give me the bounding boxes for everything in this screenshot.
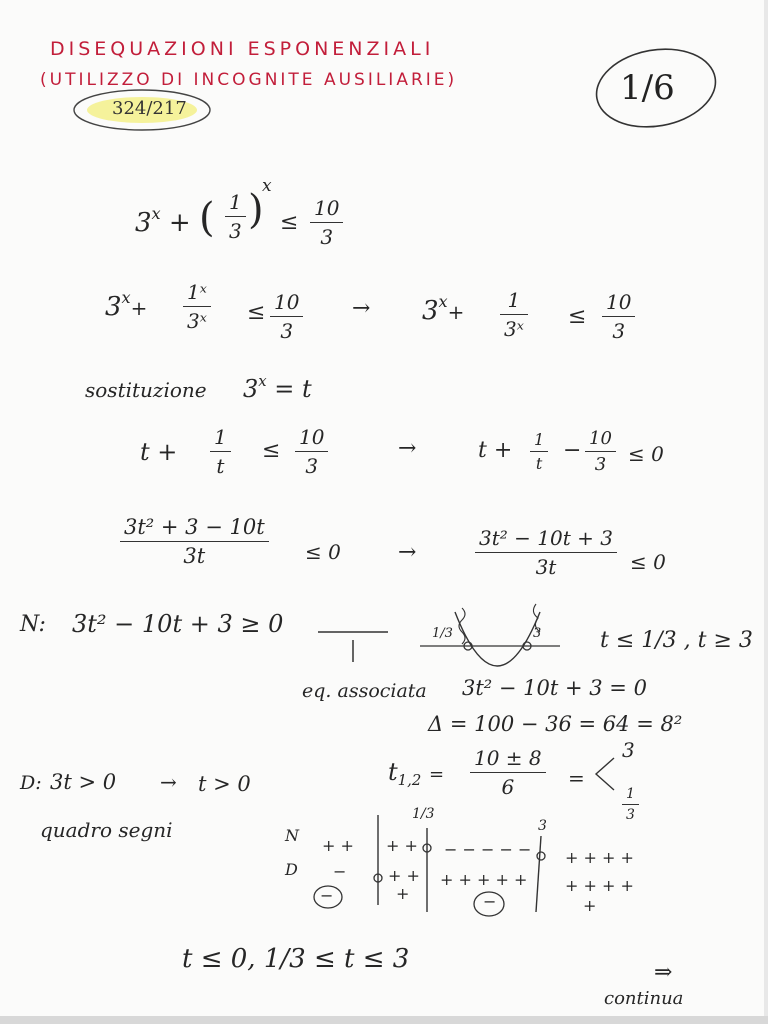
page-counter: 1/6 [620, 68, 675, 108]
d-sign-3: + + + + + [440, 870, 528, 889]
step2-base: 3 [105, 292, 122, 323]
res-sign-1: − [320, 886, 334, 905]
problem-rhs-den: 3 [320, 225, 334, 249]
step3-arrow: → [398, 436, 417, 461]
step2-f1-num: 1ˣ [187, 280, 207, 304]
sign-row-n-label: N [285, 826, 299, 845]
step3-r-tail: ≤ 0 [628, 442, 664, 466]
d-sign-1: − [333, 862, 347, 881]
numerator-expr: 3t² − 10t + 3 ≥ 0 [72, 610, 284, 638]
problem-paren-close: ) [248, 187, 264, 233]
t12-sub: 1,2 [397, 771, 422, 790]
problem-fraction-den: 3 [229, 219, 242, 243]
t12-var: t [388, 758, 398, 786]
problem-le: ≤ [280, 210, 299, 235]
numerator-label: N: [20, 612, 46, 637]
continue-label: continua [604, 988, 684, 1009]
denominator-result: t > 0 [198, 772, 251, 796]
substitution-label: sostituzione [85, 378, 207, 402]
n-sign-4: + + + + [565, 848, 634, 867]
step2-le: ≤ [247, 300, 266, 325]
denominator-label: D: [20, 772, 42, 794]
parabola-root-right: 3 [533, 626, 542, 641]
step3-r-rhs-num: 10 [589, 428, 612, 449]
d-sign-2: + + [388, 866, 420, 885]
step3-minus: − [563, 438, 582, 463]
continue-arrow-icon: ⇒ [654, 960, 673, 985]
step3-r-f-den: t [535, 454, 543, 473]
step2-f1-den: 3ˣ [187, 309, 207, 333]
step2-rhs-den: 3 [280, 319, 294, 343]
sign-mark-third: 1/3 [412, 806, 435, 822]
problem-rhs-num: 10 [314, 196, 340, 220]
step4-l-num: 3t² + 3 − 10t [124, 515, 265, 539]
step2-arrow: → [352, 296, 371, 321]
sign-row-d-label: D [285, 860, 298, 879]
t12-r2-num: 1 [626, 786, 635, 802]
parabola-root-left: 1/3 [432, 626, 453, 641]
assoc-label: eq. associata [302, 680, 427, 702]
t12-den: 6 [501, 775, 515, 799]
denominator-arrow: → [160, 770, 177, 794]
step2-r-plus: + [447, 300, 465, 325]
d-sign-4: + + + + [565, 876, 634, 895]
step3-r-t: t + [478, 438, 513, 463]
exercise-reference: 324/217 [112, 98, 187, 119]
step2-exp: x [121, 288, 131, 307]
step2-f2-num: 1 [507, 288, 521, 312]
step3-t: t + [140, 438, 178, 466]
sign-root-three-dot [537, 852, 545, 860]
problem-exponent: x [151, 203, 161, 223]
problem-base: 3 [135, 208, 152, 238]
t12-num: 10 ± 8 [474, 746, 542, 770]
step2-r-le: ≤ [568, 304, 587, 329]
step3-f-num: 1 [214, 425, 227, 449]
step4-l-den: 3t [183, 544, 206, 568]
step4-r-den: 3t [535, 555, 557, 579]
step2-r-exp: x [438, 292, 448, 311]
substitution-base: 3 [243, 375, 259, 404]
sign-mark-three: 3 [538, 818, 547, 834]
res-sign-3: − [483, 892, 497, 911]
title-line-1: DISEQUAZIONI ESPONENZIALI [50, 38, 435, 60]
step3-rhs-num: 10 [299, 425, 325, 449]
problem-paren-open: ( [198, 195, 215, 241]
n-sign-3: − − − − − [444, 840, 532, 859]
step2-r-rhs-den: 3 [612, 319, 626, 343]
step2-f2-den: 3ˣ [504, 317, 524, 341]
step3-rhs-den: 3 [305, 454, 319, 478]
sign-chart-label: quadro segni [40, 818, 173, 842]
t12-eq2: = [568, 766, 585, 790]
step4-arrow: → [398, 540, 417, 565]
t12-root-1: 3 [622, 738, 635, 762]
assoc-expr: 3t² − 10t + 3 = 0 [462, 676, 647, 700]
page-edge [764, 0, 768, 1024]
res-sign-2: + [396, 884, 410, 903]
step3-r-f-num: 1 [534, 430, 545, 449]
t12-eq: = [428, 764, 445, 785]
step3-le: ≤ [262, 438, 281, 463]
step2-r-base: 3 [422, 296, 439, 327]
sign-line-three [536, 836, 541, 912]
step2-rhs-num: 10 [274, 290, 300, 314]
n-sign-2: + + [386, 836, 418, 855]
final-solution: t ≤ 0, 1/3 ≤ t ≤ 3 [182, 944, 410, 974]
title-line-2: (UTILIZZO DI INCOGNITE AUSILIARIE) [40, 70, 458, 90]
numerator-result: t ≤ 1/3 , t ≥ 3 [600, 628, 753, 653]
step2-r-rhs-num: 10 [606, 290, 632, 314]
denominator-expr: 3t > 0 [50, 770, 117, 794]
step4-l-tail: ≤ 0 [305, 540, 341, 564]
n-sign-1: + + [322, 836, 354, 855]
problem-fraction-num: 1 [229, 190, 242, 214]
substitution-rest: = t [266, 375, 312, 404]
problem-outer-exponent: x [262, 176, 272, 196]
step3-r-rhs-den: 3 [594, 454, 607, 475]
t12-r2-den: 3 [626, 807, 635, 823]
problem-plus: + [168, 208, 191, 238]
step4-r-tail: ≤ 0 [630, 550, 666, 574]
step2-plus: + [130, 296, 148, 321]
step4-r-num: 3t² − 10t + 3 [479, 526, 613, 550]
delta-expr: Δ = 100 − 36 = 64 = 8² [428, 712, 683, 736]
substitution-exp: x [258, 372, 267, 390]
step3-f-den: t [216, 454, 225, 478]
res-sign-4: + [583, 896, 597, 915]
scan-bottom-edge [0, 1016, 768, 1024]
